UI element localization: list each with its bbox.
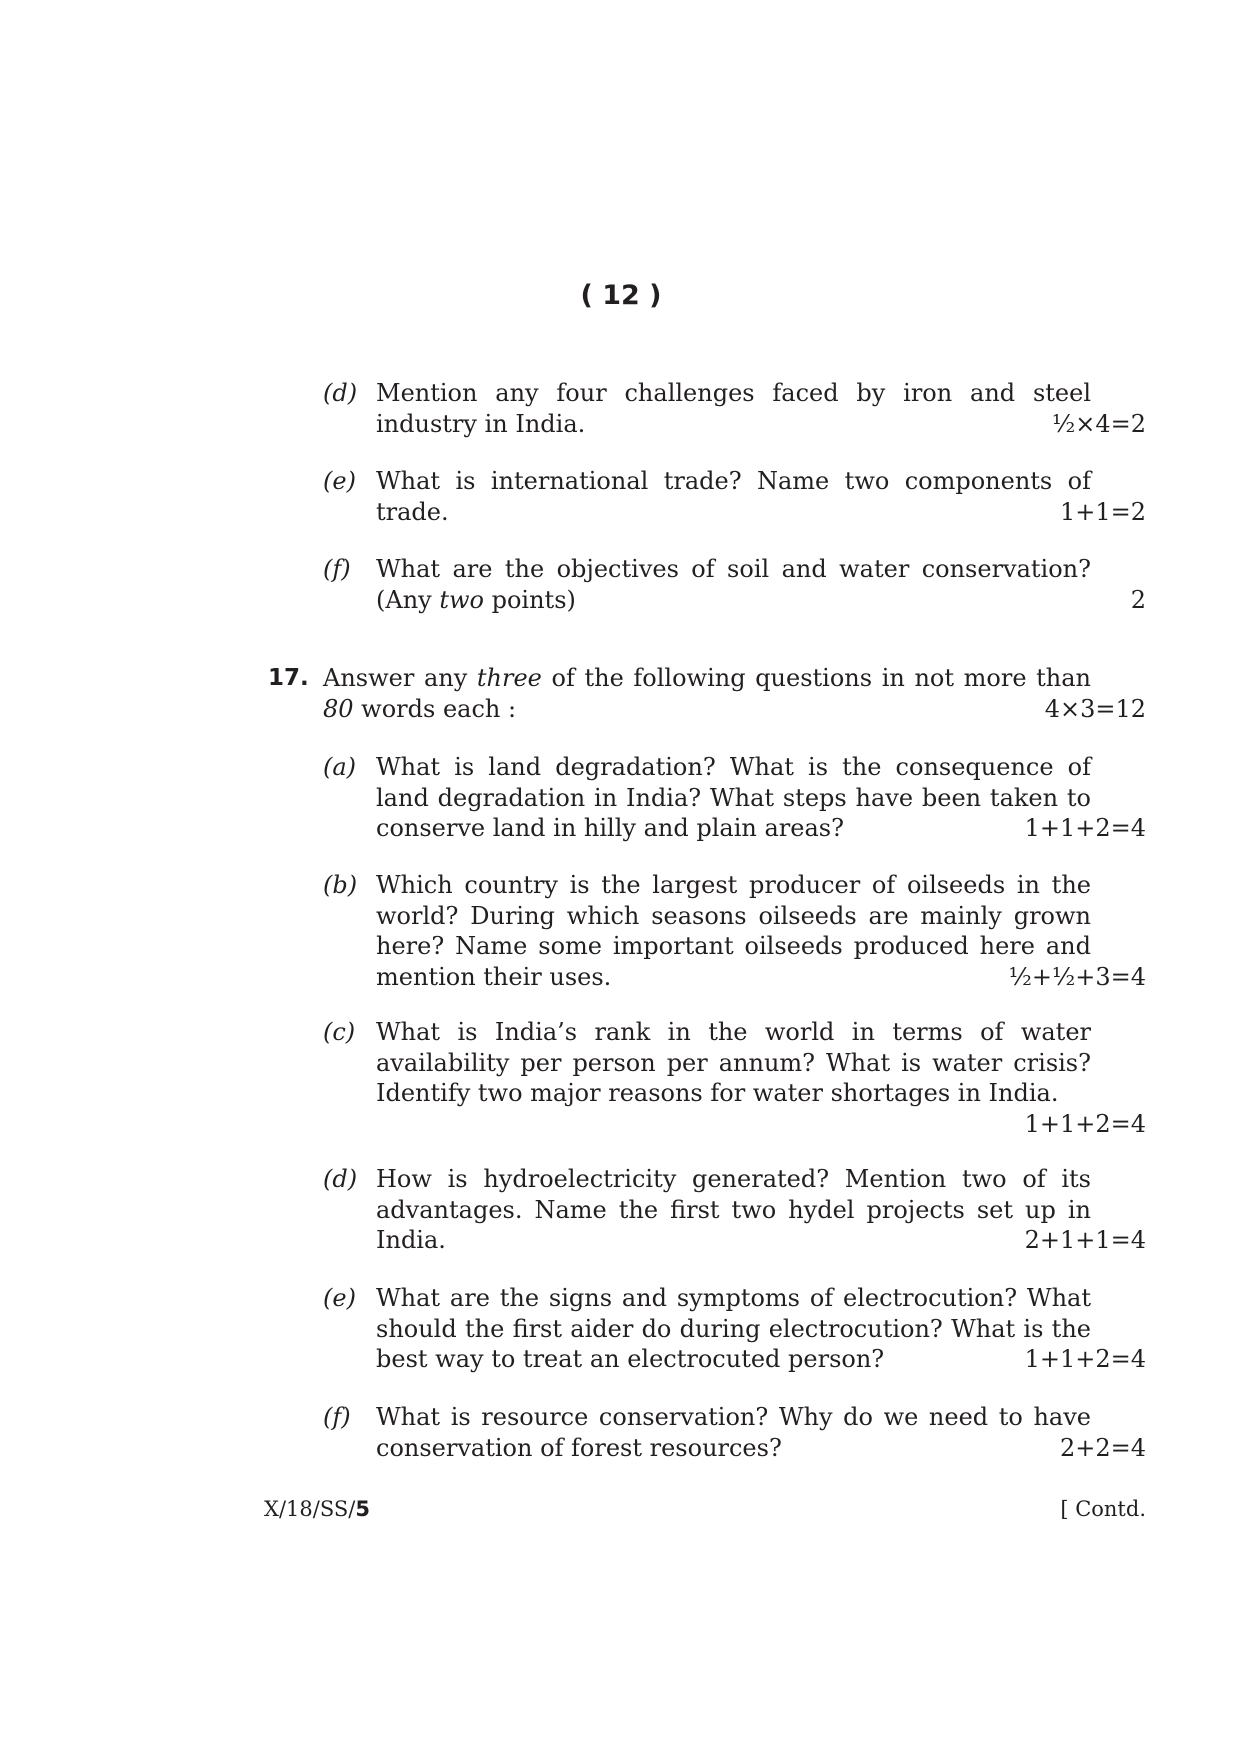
part-text: What is resource conservation? Why do we need to have conservation of forest resources? — [376, 1403, 1091, 1462]
part-label: (d) — [323, 1165, 358, 1193]
continued-note: [ Contd. — [1060, 1497, 1146, 1521]
marks: 2+2=4 — [1059, 1433, 1146, 1462]
part-text: Which country is the largest producer of oilseeds in the world? During which seasons oilseeds are mainly grown here? Name some important oilseeds produced here and mention their uses. — [376, 871, 1091, 991]
question-17 — [268, 663, 1146, 724]
question-17c — [323, 1017, 1146, 1138]
page-number: ( 12 ) — [580, 280, 662, 311]
question-17f — [323, 1402, 1146, 1463]
question-17a — [323, 752, 1146, 844]
question-number: 17. — [268, 665, 309, 691]
question-17e — [323, 1283, 1146, 1375]
part-label: (b) — [323, 871, 358, 899]
marks: 4×3=12 — [1044, 694, 1146, 723]
question-17b — [323, 870, 1146, 992]
marks: 1+1+2=4 — [1024, 1109, 1146, 1138]
part-text: How is hydroelectricity generated? Mention two of its advantages. Name the first two hydel projects set up in India. — [376, 1165, 1091, 1254]
marks: ½+½+3=4 — [1008, 962, 1146, 991]
part-text: What is India’s rank in the world in terms of water availability per person per annum? What is water crisis? Identify two major reasons for water shortages in India. — [376, 1018, 1091, 1107]
part-label: (c) — [323, 1018, 356, 1046]
question-text: Answer any three of the following questions in not more than 80 words each : — [323, 664, 1092, 723]
part-label: (a) — [323, 753, 357, 781]
question-16f — [323, 554, 1146, 615]
marks: 2 — [1130, 585, 1146, 614]
part-text: What is international trade? Name two components of trade. — [376, 467, 1091, 526]
marks: 1+1+2=4 — [1024, 814, 1146, 842]
part-label: (f) — [323, 1403, 351, 1431]
question-17d — [323, 1164, 1146, 1256]
part-label: (d) — [323, 379, 358, 407]
marks: 2+1+1=4 — [1024, 1226, 1146, 1254]
question-16d — [323, 378, 1146, 439]
part-label: (f) — [323, 555, 351, 583]
part-label: (e) — [323, 467, 356, 495]
marks: 1+1=2 — [1059, 497, 1146, 526]
part-text: What are the signs and symptoms of electrocution? What should the first aider do during electrocution? What is the best way to treat an electrocuted person? — [376, 1284, 1091, 1373]
part-text: What is land degradation? What is the consequence of land degradation in India? What steps have been taken to conserve land in hilly and plain areas? — [376, 753, 1091, 842]
question-16e — [323, 466, 1146, 527]
paper-code: X/18/SS/5 — [264, 1497, 370, 1521]
marks: 1+1+2=4 — [1024, 1345, 1146, 1373]
marks: ½×4=2 — [1051, 409, 1146, 438]
part-text: Mention any four challenges faced by iron and steel industry in India. — [376, 379, 1091, 438]
part-text: What are the objectives of soil and water conservation? (Any two points) — [376, 555, 1091, 614]
part-label: (e) — [323, 1284, 356, 1312]
